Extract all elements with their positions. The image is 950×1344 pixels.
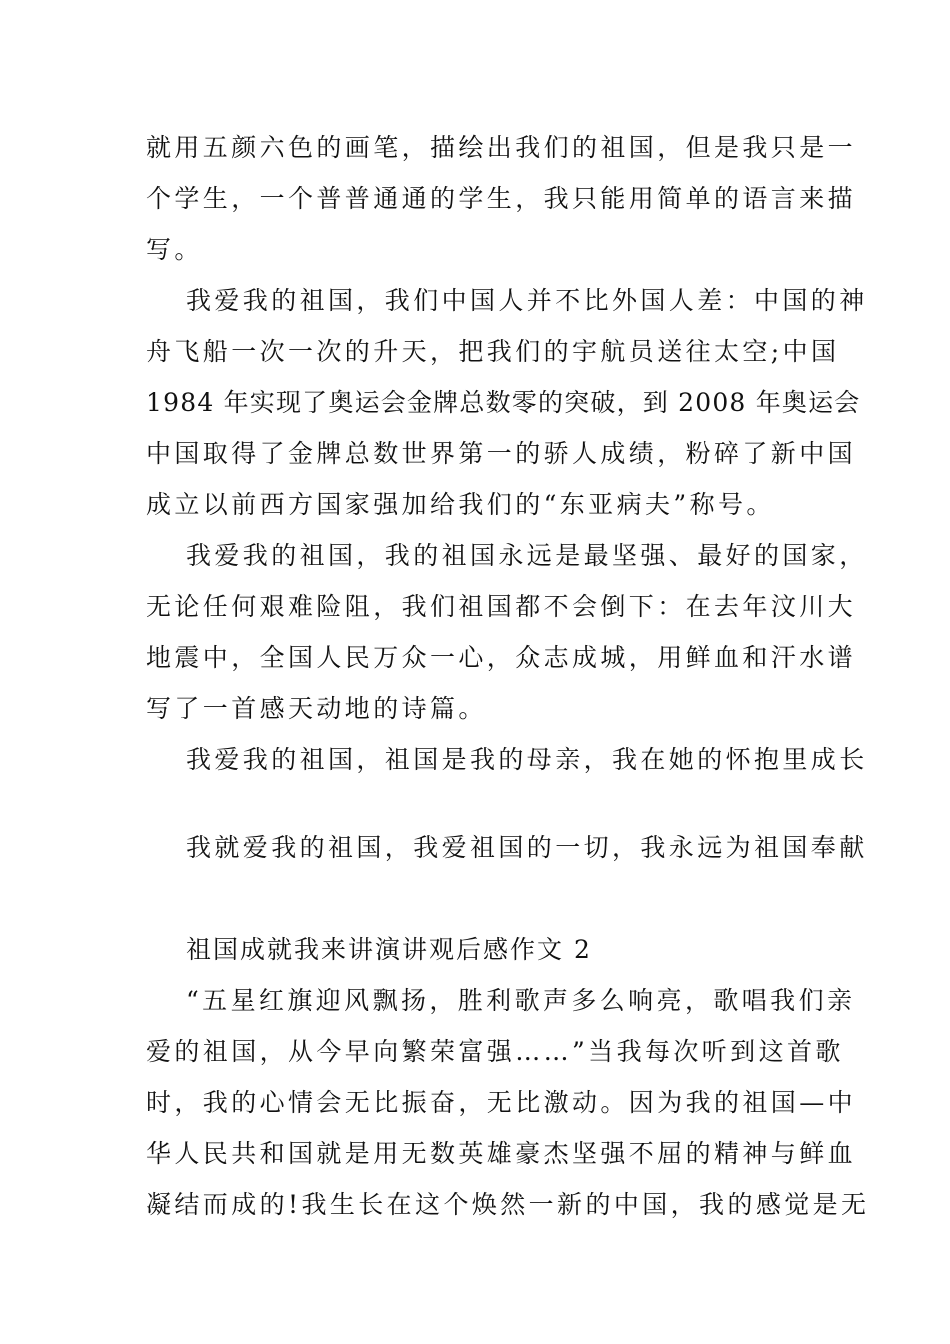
text-line: 个学生，一个普普通通的学生，我只能用简单的语言来描 bbox=[146, 184, 857, 213]
paragraph-first-line: 我爱我的祖国，我的祖国永远是最坚强、最好的国家， bbox=[186, 541, 868, 570]
text-line: 华人民共和国就是用无数英雄豪杰坚强不屈的精神与鲜血 bbox=[146, 1139, 857, 1168]
text-line: 爱的祖国，从今早向繁荣富强……”当我每次听到这首歌 bbox=[146, 1037, 844, 1066]
text-line: 中国取得了金牌总数世界第一的骄人成绩，粉碎了新中国 bbox=[146, 439, 857, 468]
paragraph-first-line: 我爱我的祖国，祖国是我的母亲，我在她的怀抱里成长 bbox=[186, 745, 868, 774]
text-line: 就用五颜六色的画笔，描绘出我们的祖国，但是我只是一 bbox=[146, 133, 857, 162]
section-heading: 祖国成就我来讲演讲观后感作文 2 bbox=[186, 935, 592, 964]
text-line: 成立以前西方国家强加给我们的“东亚病夫”称号。 bbox=[146, 490, 775, 519]
paragraph-first-line: 我爱我的祖国，我们中国人并不比外国人差：中国的神 bbox=[186, 286, 868, 315]
text-line: 写。 bbox=[146, 235, 203, 264]
paragraph-first-line: “五星红旗迎风飘扬，胜利歌声多么响亮，歌唱我们亲 bbox=[186, 986, 856, 1015]
text-line: 凝结而成的!我生长在这个焕然一新的中国，我的感觉是无 bbox=[146, 1190, 870, 1219]
text-line: 舟飞船一次一次的升天，把我们的宇航员送往太空;中国 bbox=[146, 337, 840, 366]
text-line: 时，我的心情会无比振奋，无比激动。因为我的祖国—中 bbox=[146, 1088, 857, 1117]
paragraph-first-line: 我就爱我的祖国，我爱祖国的一切，我永远为祖国奉献 bbox=[186, 833, 868, 862]
text-line: 1984 年实现了奥运会金牌总数零的突破，到 2008 年奥运会 bbox=[146, 388, 861, 417]
text-line: 无论任何艰难险阻，我们祖国都不会倒下：在去年汶川大 bbox=[146, 592, 857, 621]
text-line: 地震中，全国人民万众一心，众志成城，用鲜血和汗水谱 bbox=[146, 643, 857, 672]
text-line: 写了一首感天动地的诗篇。 bbox=[146, 694, 487, 723]
